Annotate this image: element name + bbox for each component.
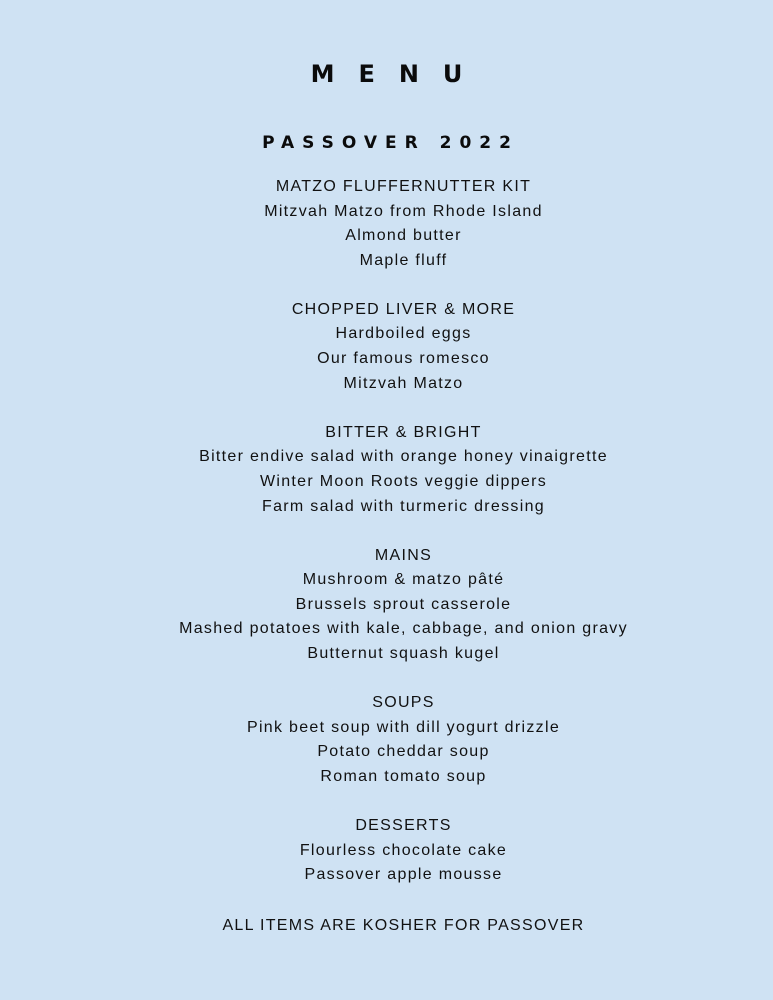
section-mains bbox=[0, 544, 773, 667]
section-bitter-bright bbox=[0, 421, 773, 519]
menu-item: Pink beet soup with dill yogurt drizzle bbox=[246, 718, 561, 736]
menu-item: Roman tomato soup bbox=[320, 767, 487, 785]
section-heading: SOUPS bbox=[372, 694, 435, 712]
section-heading: CHOPPED LIVER & MORE bbox=[291, 300, 516, 318]
section-soups bbox=[0, 691, 773, 789]
menu-item: Almond butter bbox=[345, 227, 462, 245]
menu-item: Butternut squash kugel bbox=[307, 645, 500, 662]
menu-item: Maple fluff bbox=[359, 251, 448, 269]
menu-item: Passover apple mousse bbox=[304, 866, 503, 884]
section-heading: MAINS bbox=[374, 546, 433, 564]
section-heading: BITTER & BRIGHT bbox=[325, 423, 482, 441]
menu-item: Mitzvah Matzo bbox=[343, 374, 464, 392]
menu-item: Potato cheddar soup bbox=[317, 743, 490, 761]
menu-item: Brussels sprout casserole bbox=[295, 595, 512, 613]
menu-item: Hardboiled eggs bbox=[335, 325, 472, 343]
menu-item: Bitter endive salad with orange honey vinaigrette bbox=[199, 448, 608, 466]
menu-item: Mashed potatoes with kale, cabbage, and onion gravy bbox=[179, 620, 628, 638]
menu-item: Flourless chocolate cake bbox=[299, 841, 508, 859]
section-fluffernutter-kit bbox=[0, 175, 773, 273]
menu-item: Our famous romesco bbox=[317, 350, 490, 368]
menu-subtitle: PASSOVER 2022 bbox=[262, 133, 519, 153]
menu-sections bbox=[0, 175, 773, 912]
menu-item: Winter Moon Roots veggie dippers bbox=[259, 472, 548, 490]
menu-item: Mushroom & matzo pâté bbox=[302, 571, 505, 589]
menu-item: Farm salad with turmeric dressing bbox=[262, 497, 545, 515]
section-heading: MATZO FLUFFERNUTTER KIT bbox=[275, 178, 532, 195]
menu-title: MENU bbox=[310, 60, 487, 88]
section-chopped-liver bbox=[0, 298, 773, 396]
section-heading: DESSERTS bbox=[355, 816, 452, 834]
menu-footer-note: ALL ITEMS ARE KOSHER FOR PASSOVER bbox=[222, 917, 585, 934]
section-desserts bbox=[0, 814, 773, 888]
menu-item: Mitzvah Matzo from Rhode Island bbox=[264, 202, 543, 220]
